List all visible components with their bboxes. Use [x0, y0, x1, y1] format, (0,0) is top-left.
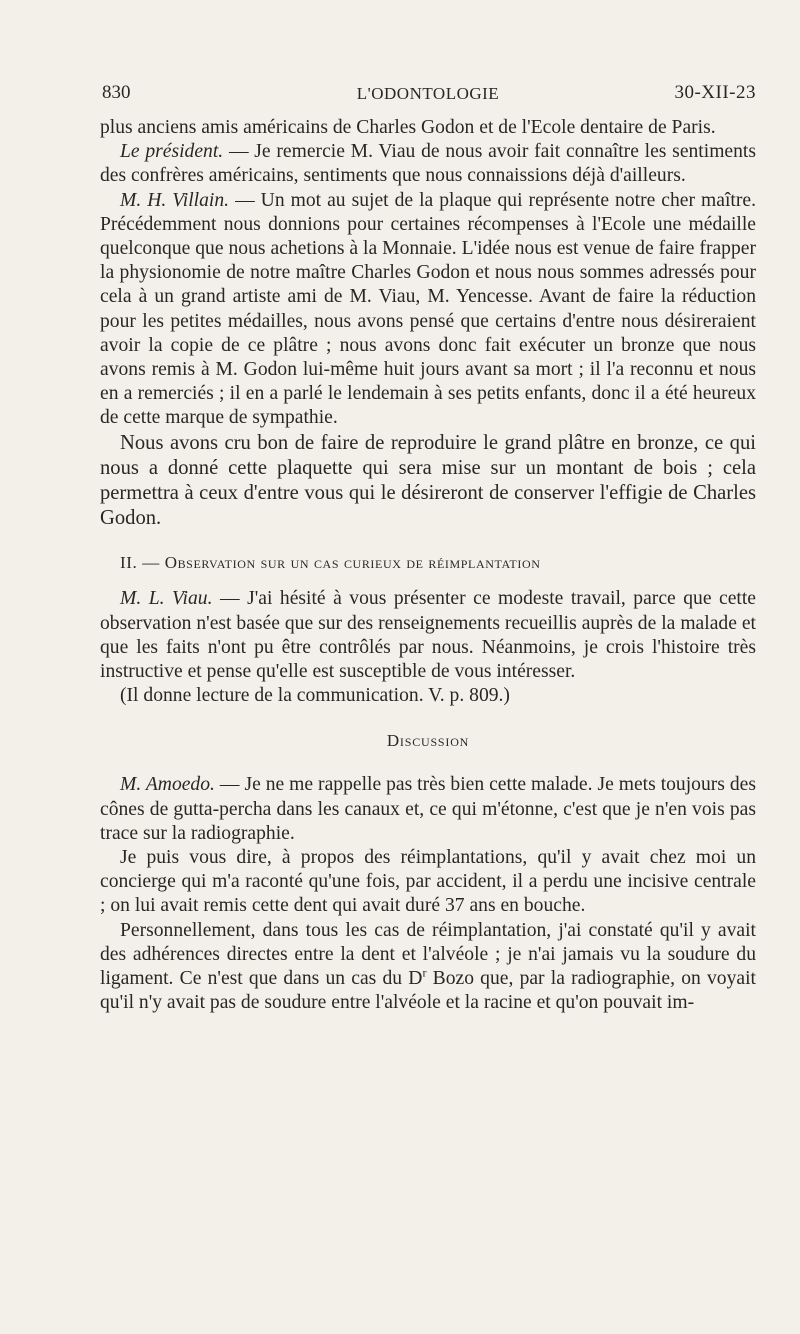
speech-text: — Un mot au sujet de la plaque qui représente notre cher maître. Précédemment nous donnions pour certaines récompenses à l'Ecole une médaille quelconque que nous achetions à la Monnaie. L'idée nous est venue de faire frapper la physionomie de notre maître Charles Godon et nous nous sommes adressés pour cela à un grand artiste ami de M. Viau, M. Yencesse. Avant de faire la réduction pour les petites médailles, nous avons pensé que certains d'entre nous désireraient avoir la copie de ce plâtre ; nous avons donc fait exécuter un bronze que nous avons remis à M. Godon lui-même huit jours avant sa mort ; il l'a reconnu et nous en a remerciés ; il en a parlé le lendemain à ses petits enfants, donc il a été heureux de cette marque de sympathie.	[100, 189, 756, 429]
superscript: r	[422, 965, 427, 980]
paragraph-text: Bozo que, par la radiographie, on voyait qu'il n'y avait pas de soudure entre l'alvéole et la racine et qu'on pouvait im-	[100, 968, 756, 1014]
running-head	[100, 76, 756, 116]
section-heading	[100, 553, 756, 573]
paragraph	[100, 919, 756, 1016]
paragraph	[100, 773, 756, 846]
paragraph	[100, 189, 756, 431]
speaker-name: M. Amoedo.	[120, 774, 215, 796]
paragraph: Je puis vous dire, à propos des réimplantations, qu'il y avait chez moi un concierge qui m'a raconté qu'une fois, par accident, il a perdu une incisive centrale ; on lui avait remis cette dent qui avait duré 37 ans en bouche.	[100, 847, 756, 917]
speech-text: — Je ne me rappelle pas très bien cette malade. Je mets toujours des cônes de gutta-percha dans les canaux et, ce qui m'étonne, c'est que je n'en vois pas trace sur la radiographie.	[100, 774, 756, 844]
speaker-name: M. H. Villain.	[120, 189, 230, 211]
speech-text: — J'ai hésité à vous présenter ce modeste travail, parce que cette observation n'est basée que sur des renseignements recueillis auprès de la malade et que les faits n'ont pu être contrôlés par nous. Néanmoins, je crois l'histoire très instructive et pense qu'elle est susceptible de vous intéresser.	[100, 588, 756, 683]
speaker-name: Le président.	[120, 141, 224, 163]
journal-title: L'ODONTOLOGIE	[356, 84, 500, 103]
discussion-title: Discussion	[386, 731, 470, 751]
issue-date: 30-XII-23	[674, 82, 756, 103]
paragraph-text: Personnellement, dans tous les cas de réimplantation, j'ai constaté qu'il y avait des adhérences directes entre la dent et l'alvéole ; je n'ai jamais vu la soudure du ligament. Ce n'est que dans un cas du D	[100, 919, 756, 990]
body-text	[100, 116, 756, 1016]
section-number: II. —	[120, 553, 165, 573]
page-number: 830	[102, 82, 131, 103]
page	[100, 76, 756, 1016]
paragraph: plus anciens amis américains de Charles Godon et de l'Ecole dentaire de Paris.	[100, 117, 716, 138]
speech-text: — Je remercie M. Viau de nous avoir fait connaître les sentiments des confrères américains, sentiments que nous connaissions déjà d'ailleurs.	[100, 141, 756, 187]
speaker-name: M. L. Viau.	[120, 588, 213, 610]
paragraph: Nous avons cru bon de faire de reproduire le grand plâtre en bronze, ce qui nous a donné cette plaquette qui sera mise sur un montant de bois ; cela permettra à ceux d'entre vous qui le désireront de conserver l'effigie de Charles Godon.	[100, 431, 756, 530]
paragraph	[100, 140, 756, 188]
paragraph: (Il donne lecture de la communication. V. p. 809.)	[120, 685, 510, 707]
section-heading-text: Observation sur un cas curieux de réimplantation	[164, 553, 541, 573]
paragraph	[100, 587, 756, 684]
